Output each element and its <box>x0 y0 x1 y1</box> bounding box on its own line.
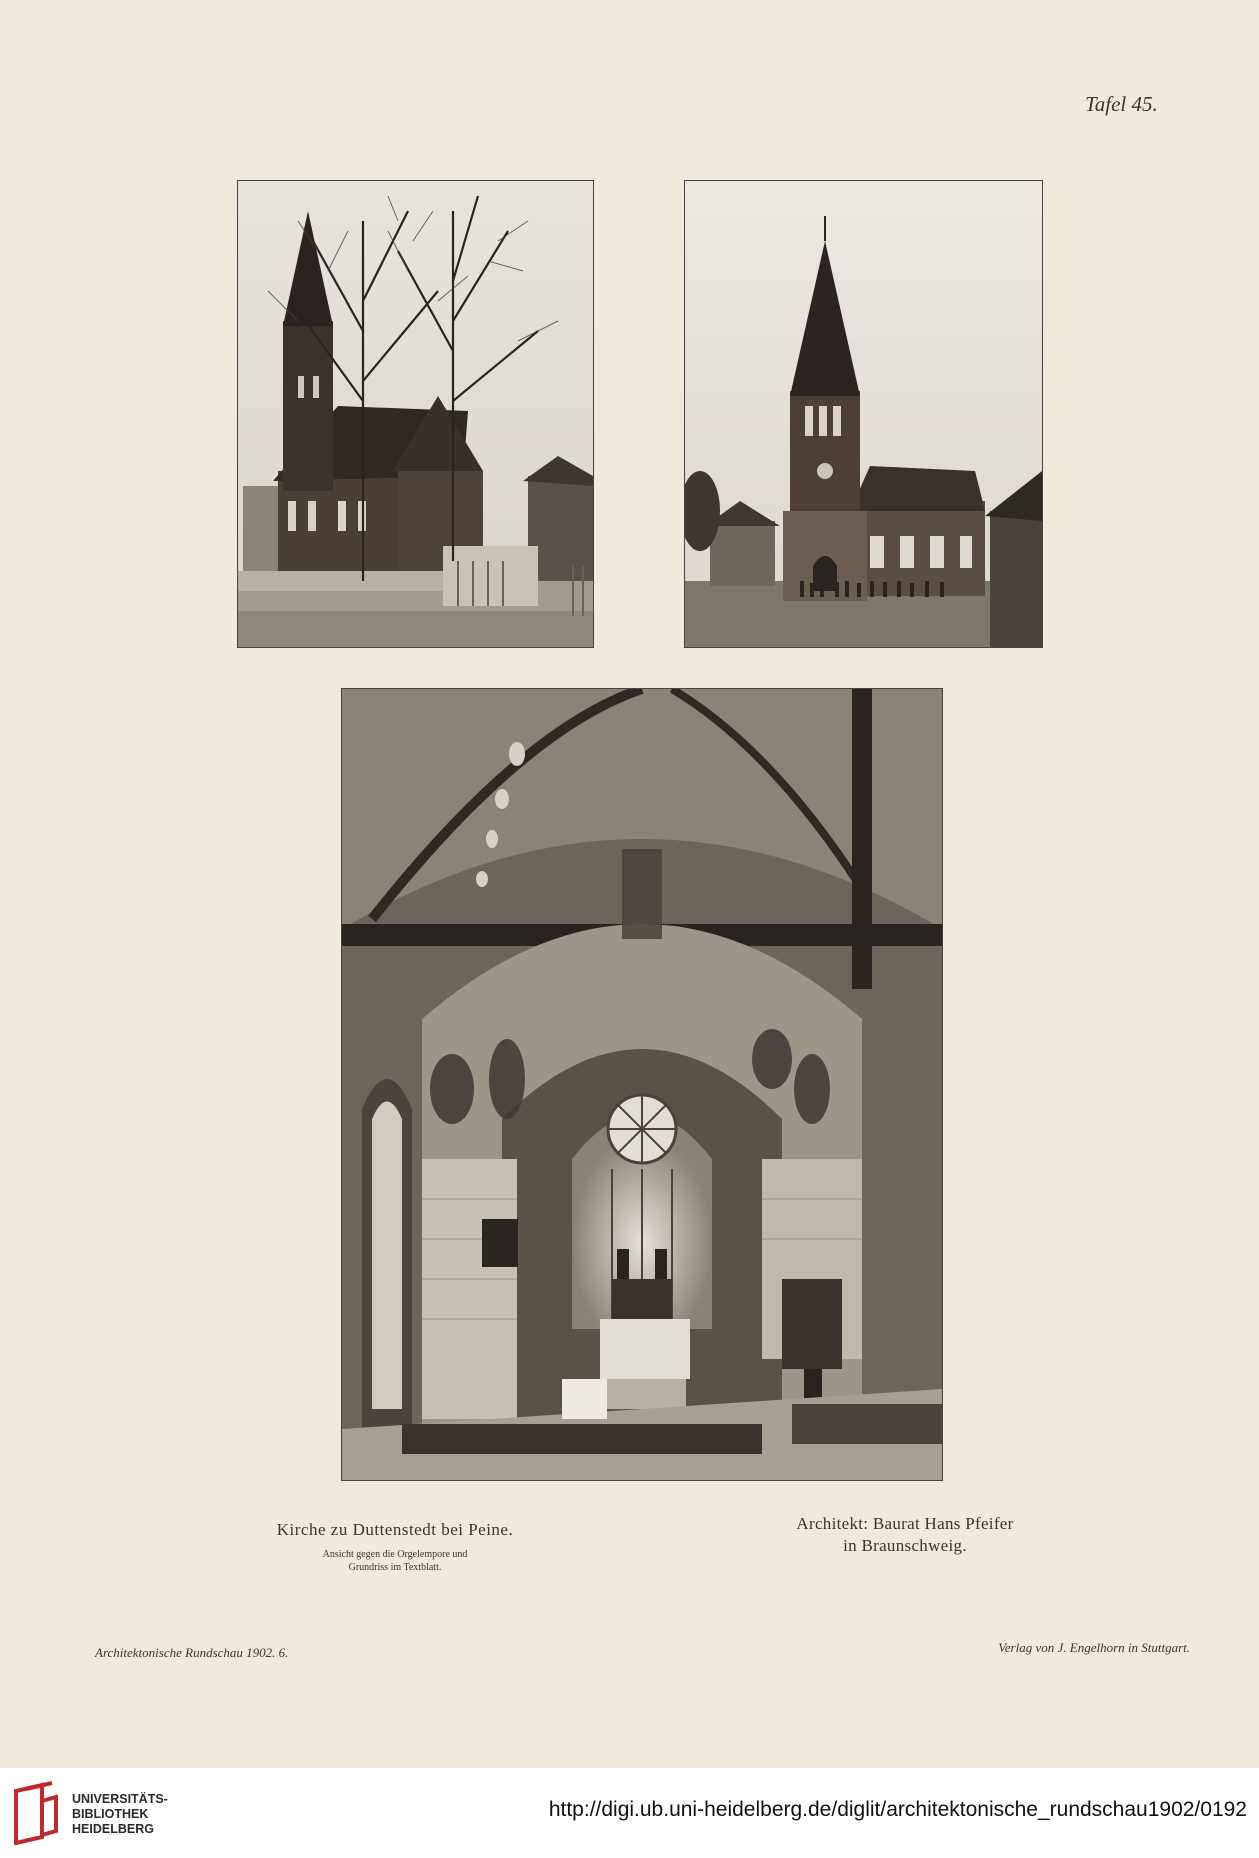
footer-publisher: Verlag von J. Engelhorn in Stuttgart. <box>998 1640 1190 1655</box>
source-url[interactable]: http://digi.ub.uni-heidelberg.de/diglit/architektonische_rundschau1902/0192 <box>548 1798 1247 1821</box>
church-exterior-2-image <box>685 181 1042 647</box>
library-name-line-3: HEIDELBERG <box>72 1822 154 1836</box>
caption-left-sub-line-2: Grundriss im Textblatt. <box>348 1562 442 1573</box>
caption-left-subtitle <box>240 1548 550 1574</box>
photo-church-exterior-2 <box>684 180 1043 648</box>
caption-left-sub-line-1: Ansicht gegen die Orgelempore und <box>322 1549 468 1560</box>
caption-left <box>240 1520 550 1574</box>
library-bar <box>0 1768 1259 1858</box>
plate-number: Tafel 45. <box>1085 92 1158 116</box>
footer-journal: Architektonische Rundschau 1902. 6. <box>95 1645 289 1660</box>
library-name-line-2: BIBLIOTHEK <box>72 1807 149 1821</box>
library-logo-icon <box>12 1781 62 1845</box>
church-interior-image <box>342 689 942 1480</box>
photo-church-interior <box>341 688 943 1481</box>
caption-left-title: Kirche zu Duttenstedt bei Peine. <box>276 1520 514 1539</box>
caption-right-line-2: in Braunschweig. <box>843 1536 967 1555</box>
caption-right-line-1: Architekt: Baurat Hans Pfeifer <box>796 1514 1014 1533</box>
library-name <box>72 1792 168 1837</box>
caption-right <box>760 1513 1050 1557</box>
photo-church-exterior-1 <box>237 180 594 648</box>
library-name-line-1: UNIVERSITÄTS- <box>72 1792 168 1806</box>
church-exterior-1-image <box>238 181 593 647</box>
